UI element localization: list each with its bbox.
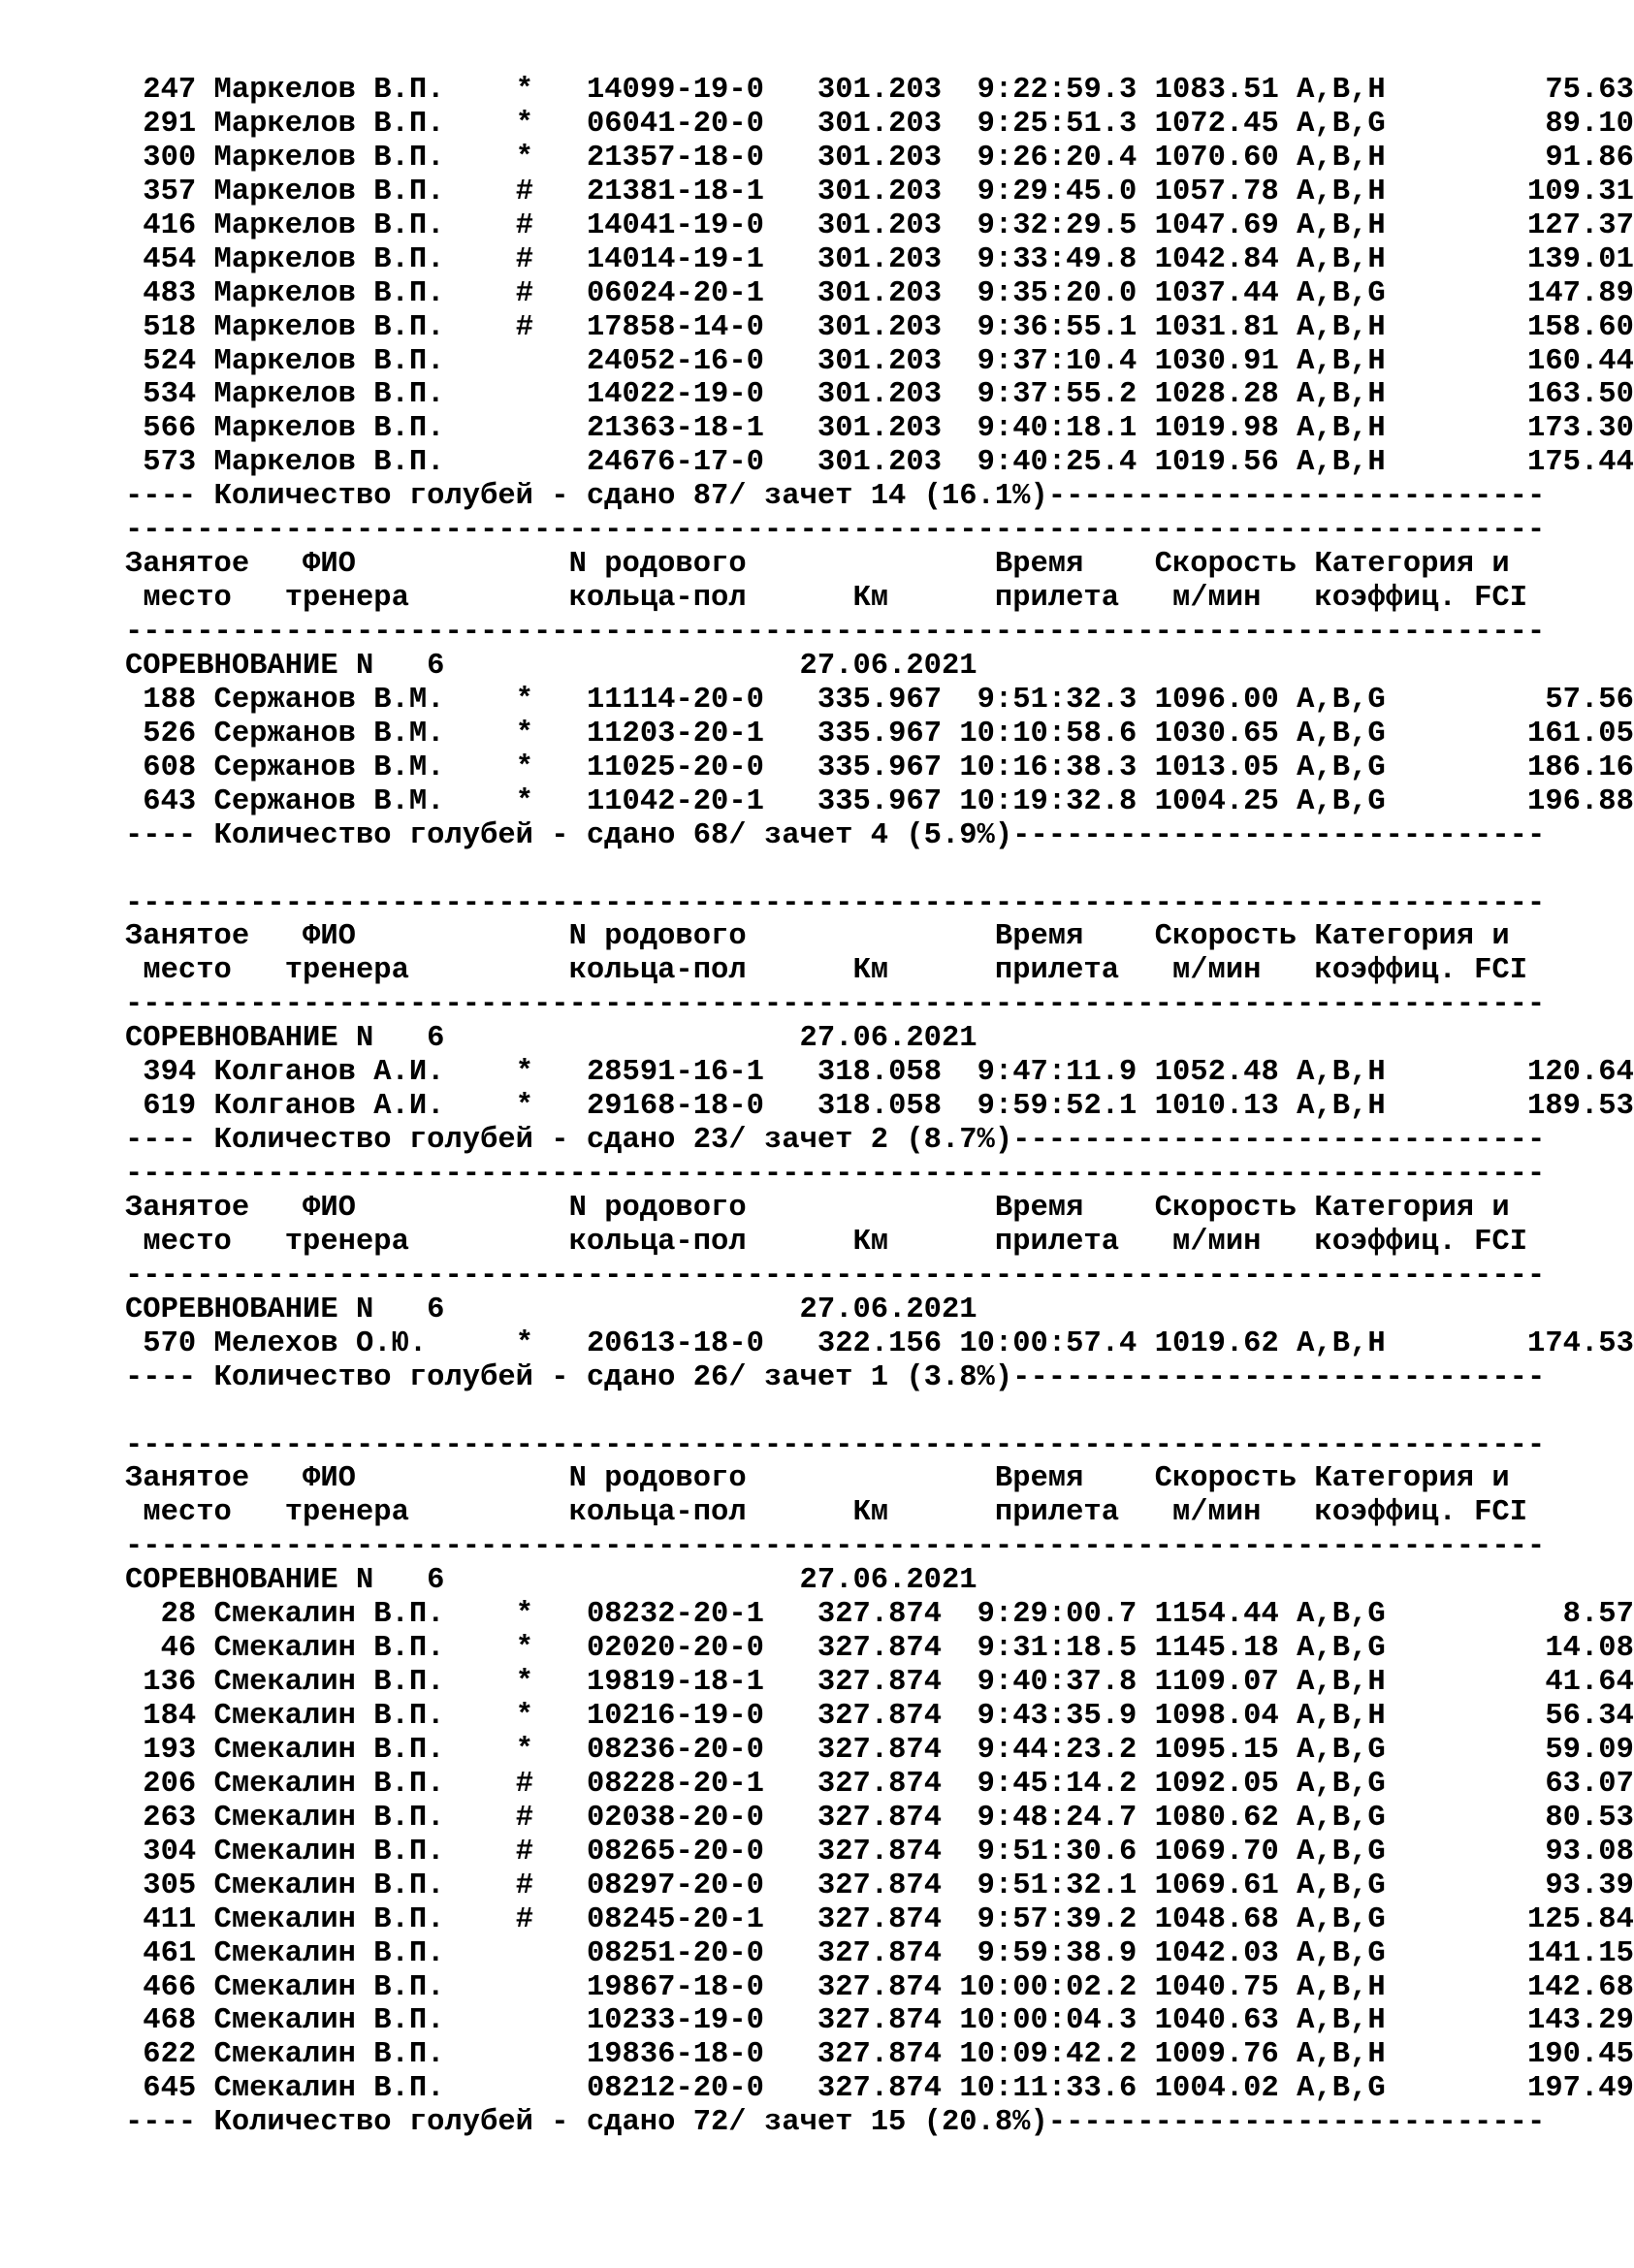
result-row: 468 Смекалин В.П. 10233-19-0 327.874 10:00:04.3 1040.63 A,B,H 143.29 <box>125 2004 1634 2038</box>
result-row: 416 Маркелов В.П. # 14041-19-0 301.203 9:32:29.5 1047.69 A,B,H 127.37 <box>125 208 1634 242</box>
result-row: 305 Смекалин В.П. # 08297-20-0 327.874 9:51:32.1 1069.61 A,B,G 93.39 <box>125 1869 1634 1902</box>
column-header-2: место тренера кольца-пол Км прилета м/мин коэффиц. FCI <box>143 1496 1528 1530</box>
result-row: 461 Смекалин В.П. 08251-20-0 327.874 9:59:38.9 1042.03 A,B,G 141.15 <box>125 1936 1634 1970</box>
result-row: 291 Маркелов В.П. * 06041-20-0 301.203 9:25:51.3 1072.45 A,B,G 89.10 <box>125 107 1634 141</box>
result-row: 193 Смекалин В.П. * 08236-20-0 327.874 9:44:23.2 1095.15 A,B,G 59.09 <box>125 1733 1634 1767</box>
result-row: 483 Маркелов В.П. # 06024-20-1 301.203 9:35:20.0 1037.44 A,B,G 147.89 <box>125 276 1634 310</box>
divider-line: -------------------------------------------------------------------------------- <box>125 1428 1546 1462</box>
divider-line: -------------------------------------------------------------------------------- <box>125 886 1546 920</box>
result-row: 526 Сержанов В.М. * 11203-20-1 335.967 10:10:58.6 1030.65 A,B,G 161.05 <box>125 717 1634 751</box>
column-header-1: Занятое ФИО N родового Время Скорость Категория и <box>125 1462 1510 1496</box>
summary-line: ---- Количество голубей - сдано 26/ зачет 1 (3.8%)------------------------------ <box>125 1360 1546 1394</box>
column-header-1: Занятое ФИО N родового Время Скорость Категория и <box>125 920 1510 954</box>
result-row: 566 Маркелов В.П. 21363-18-1 301.203 9:40:18.1 1019.98 A,B,H 173.30 <box>125 412 1634 446</box>
result-row: 46 Смекалин В.П. * 02020-20-0 327.874 9:31:18.5 1145.18 A,B,G 14.08 <box>125 1632 1634 1666</box>
column-header-2: место тренера кольца-пол Км прилета м/мин коэффиц. FCI <box>143 1225 1528 1259</box>
result-row: 357 Маркелов В.П. # 21381-18-1 301.203 9:29:45.0 1057.78 A,B,H 109.31 <box>125 175 1634 208</box>
competition-line: СОРЕВНОВАНИЕ N 6 27.06.2021 <box>125 1564 977 1598</box>
result-row: 466 Смекалин В.П. 19867-18-0 327.874 10:00:02.2 1040.75 A,B,H 142.68 <box>125 1970 1634 2004</box>
divider-line: -------------------------------------------------------------------------------- <box>125 514 1546 548</box>
divider-line: -------------------------------------------------------------------------------- <box>125 1259 1546 1293</box>
result-row: 263 Смекалин В.П. # 02038-20-0 327.874 9:48:24.7 1080.62 A,B,G 80.53 <box>125 1801 1634 1835</box>
summary-line: ---- Количество голубей - сдано 87/ зачет 14 (16.1%)---------------------------- <box>125 480 1546 514</box>
result-row: 619 Колганов А.И. * 29168-18-0 318.058 9:59:52.1 1010.13 A,B,H 189.53 <box>125 1090 1634 1124</box>
result-row: 608 Сержанов В.М. * 11025-20-0 335.967 10:16:38.3 1013.05 A,B,G 186.16 <box>125 751 1634 784</box>
competition-line: СОРЕВНОВАНИЕ N 6 27.06.2021 <box>125 1293 977 1326</box>
result-row: 304 Смекалин В.П. # 08265-20-0 327.874 9:51:30.6 1069.70 A,B,G 93.08 <box>125 1835 1634 1869</box>
divider-line: -------------------------------------------------------------------------------- <box>125 616 1546 649</box>
divider-line: -------------------------------------------------------------------------------- <box>125 988 1546 1022</box>
result-row: 247 Маркелов В.П. * 14099-19-0 301.203 9:22:59.3 1083.51 A,B,H 75.63 <box>125 74 1634 107</box>
result-row: 524 Маркелов В.П. 24052-16-0 301.203 9:37:10.4 1030.91 A,B,H 160.44 <box>125 344 1634 378</box>
column-header-1: Занятое ФИО N родового Время Скорость Категория и <box>125 1191 1510 1225</box>
result-row: 300 Маркелов В.П. * 21357-18-0 301.203 9:26:20.4 1070.60 A,B,H 91.86 <box>125 141 1634 175</box>
blank-line <box>125 853 1634 887</box>
result-row: 573 Маркелов В.П. 24676-17-0 301.203 9:40:25.4 1019.56 A,B,H 175.44 <box>125 446 1634 480</box>
competition-line: СОРЕВНОВАНИЕ N 6 27.06.2021 <box>125 1022 977 1056</box>
result-row: 622 Смекалин В.П. 19836-18-0 327.874 10:09:42.2 1009.76 A,B,H 190.45 <box>125 2038 1634 2072</box>
results-printout <box>125 74 1634 2140</box>
summary-line: ---- Количество голубей - сдано 72/ зачет 15 (20.8%)---------------------------- <box>125 2106 1546 2140</box>
result-row: 645 Смекалин В.П. 08212-20-0 327.874 10:11:33.6 1004.02 A,B,G 197.49 <box>125 2072 1634 2106</box>
column-header-2: место тренера кольца-пол Км прилета м/мин коэффиц. FCI <box>143 582 1528 616</box>
result-row: 184 Смекалин В.П. * 10216-19-0 327.874 9:43:35.9 1098.04 A,B,H 56.34 <box>125 1700 1634 1733</box>
result-row: 188 Сержанов В.М. * 11114-20-0 335.967 9:51:32.3 1096.00 A,B,G 57.56 <box>125 683 1634 717</box>
column-header-2: место тренера кольца-пол Км прилета м/мин коэффиц. FCI <box>143 954 1528 988</box>
divider-line: -------------------------------------------------------------------------------- <box>125 1530 1546 1564</box>
result-row: 206 Смекалин В.П. # 08228-20-1 327.874 9:45:14.2 1092.05 A,B,G 63.07 <box>125 1767 1634 1801</box>
result-row: 28 Смекалин В.П. * 08232-20-1 327.874 9:29:00.7 1154.44 A,B,G 8.57 <box>125 1598 1634 1632</box>
column-header-1: Занятое ФИО N родового Время Скорость Категория и <box>125 548 1510 582</box>
result-row: 394 Колганов А.И. * 28591-16-1 318.058 9:47:11.9 1052.48 A,B,H 120.64 <box>125 1056 1634 1090</box>
result-row: 570 Мелехов О.Ю. * 20613-18-0 322.156 10:00:57.4 1019.62 A,B,H 174.53 <box>125 1326 1634 1360</box>
blank-line <box>125 1395 1634 1429</box>
result-row: 454 Маркелов В.П. # 14014-19-1 301.203 9:33:49.8 1042.84 A,B,H 139.01 <box>125 242 1634 276</box>
result-row: 136 Смекалин В.П. * 19819-18-1 327.874 9:40:37.8 1109.07 A,B,H 41.64 <box>125 1666 1634 1700</box>
result-row: 534 Маркелов В.П. 14022-19-0 301.203 9:37:55.2 1028.28 A,B,H 163.50 <box>125 378 1634 412</box>
competition-line: СОРЕВНОВАНИЕ N 6 27.06.2021 <box>125 649 977 683</box>
summary-line: ---- Количество голубей - сдано 23/ зачет 2 (8.7%)------------------------------ <box>125 1124 1546 1158</box>
result-row: 643 Сержанов В.М. * 11042-20-1 335.967 10:19:32.8 1004.25 A,B,G 196.88 <box>125 784 1634 818</box>
summary-line: ---- Количество голубей - сдано 68/ зачет 4 (5.9%)------------------------------ <box>125 818 1546 852</box>
divider-line: -------------------------------------------------------------------------------- <box>125 1158 1546 1191</box>
result-row: 411 Смекалин В.П. # 08245-20-1 327.874 9:57:39.2 1048.68 A,B,G 125.84 <box>125 1902 1634 1936</box>
result-row: 518 Маркелов В.П. # 17858-14-0 301.203 9:36:55.1 1031.81 A,B,H 158.60 <box>125 310 1634 344</box>
